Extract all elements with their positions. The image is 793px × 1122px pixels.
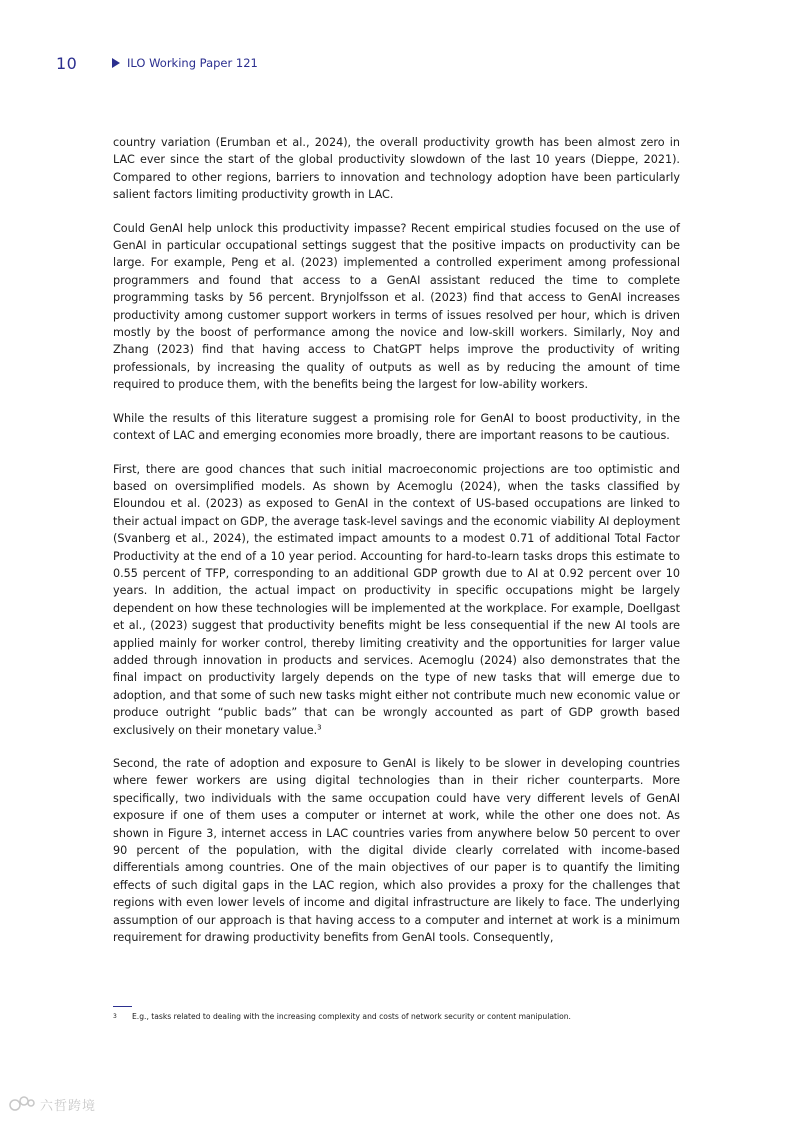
paragraph-text: Second, the rate of adoption and exposure to GenAI is likely to be slower in developing countries where fewer workers are using digital technologies than in their richer counterparts. More specifically, two individuals with the same occupation could have very different levels of GenAI exposure if one of them uses a computer or internet at work, while the other one does not. As shown in Figure 3, internet access in LAC countries varies from anywhere below 50 percent to over 90 percent of the population, with the digital divide clearly correlated with income-based differentials among countries. One of the main objectives of our paper is to quantify the limiting effects of such digital gaps in the LAC region, which also provides a proxy for the challenges that regions with even lower levels of income and digital infrastructure are likely to face. The underlying assumption of our approach is that having access to a computer and internet at work is a minimum requirement for drawing productivity benefits from GenAI tools. Consequently, (113, 757, 680, 945)
watermark-logo-icon (8, 1094, 36, 1114)
watermark-text: 六哲跨境 (40, 1098, 97, 1114)
paragraph (113, 410, 680, 445)
paragraph-text: Could GenAI help unlock this productivity impasse? Recent empirical studies focused on the use of GenAI in particular occupational settings suggest that the positive impacts on productivity can be large. For example, Peng et al. (2023) implemented a controlled experiment among professional programmers and found that access to a GenAI assistant reduced the time to complete programming tasks by 56 percent. Brynjolfsson et al. (2023) find that access to GenAI increases productivity among customer support workers in terms of issues resolved per hour, which is driven mostly by the boost of performance among the novice and low-skill workers. Similarly, Noy and Zhang (2023) find that having access to ChatGPT helps improve the productivity of writing professionals, by increasing the quality of outputs as well as by reducing the amount of time required to produce them, with the benefits being the largest for low-ability workers. (113, 221, 680, 392)
page-header (56, 52, 258, 74)
paragraph (113, 220, 680, 394)
footnote-divider (113, 1006, 132, 1007)
paragraph (113, 755, 680, 946)
footnote-reference[interactable]: 3 (317, 722, 322, 731)
play-triangle-icon (112, 58, 120, 68)
page-number: 10 (56, 53, 78, 73)
watermark (8, 1094, 96, 1114)
footnote-text: E.g., tasks related to dealing with the increasing complexity and costs of network security or content manipulation. (132, 1012, 571, 1021)
footnote-number: 3 (113, 1013, 117, 1020)
paragraph (113, 461, 680, 740)
paragraph-text: country variation (Erumban et al., 2024), the overall productivity growth has been almost zero in LAC ever since the start of the global productivity slowdown of the last 10 years (Dieppe, 2021). Compared to other regions, barriers to innovation and technology adoption have been particularly salient factors limiting productivity growth in LAC. (113, 136, 680, 202)
footnote (113, 1011, 680, 1022)
paragraph (113, 134, 680, 204)
paragraph-text: While the results of this literature suggest a promising role for GenAI to boost productivity, in the context of LAC and emerging economies more broadly, there are important reasons to be cautious. (113, 411, 680, 443)
main-text (113, 134, 680, 962)
running-header-title: ILO Working Paper 121 (127, 56, 258, 70)
paragraph-text: First, there are good chances that such initial macroeconomic projections are too optimistic and based on oversimplified models. As shown by Acemoglu (2024), when the tasks classified by Eloundou et al. (2023) as exposed to GenAI in the context of US-based occupations are linked to their actual impact on GDP, the average task-level savings and the economic viability AI deployment (Svanberg et al., 2024), the estimated impact amounts to a modest 0.71 of additional Total Factor Productivity at the end of a 10 year period. Accounting for hard-to-learn tasks drops this estimate to 0.55 percent of TFP, corresponding to an additional GDP growth due to AI at 0.92 percent over 10 years. In addition, the actual impact on productivity in specific occupations might be largely dependent on how these technologies will be implemented at the workplace. For example, Doellgast et al., (2023) suggest that productivity benefits might be less consequential if the new AI tools are applied mainly for worker control, thereby limiting creativity and the opportunities for larger value added through innovation in products and services. Acemoglu (2024) also demonstrates that the final impact on productivity largely depends on the type of new tasks that will emerge due to adoption, and that some of such new tasks might either not contribute much new economic value or produce outright “public bads” that can be wrongly accounted as part of GDP growth based exclusively on their monetary value. (113, 462, 680, 737)
